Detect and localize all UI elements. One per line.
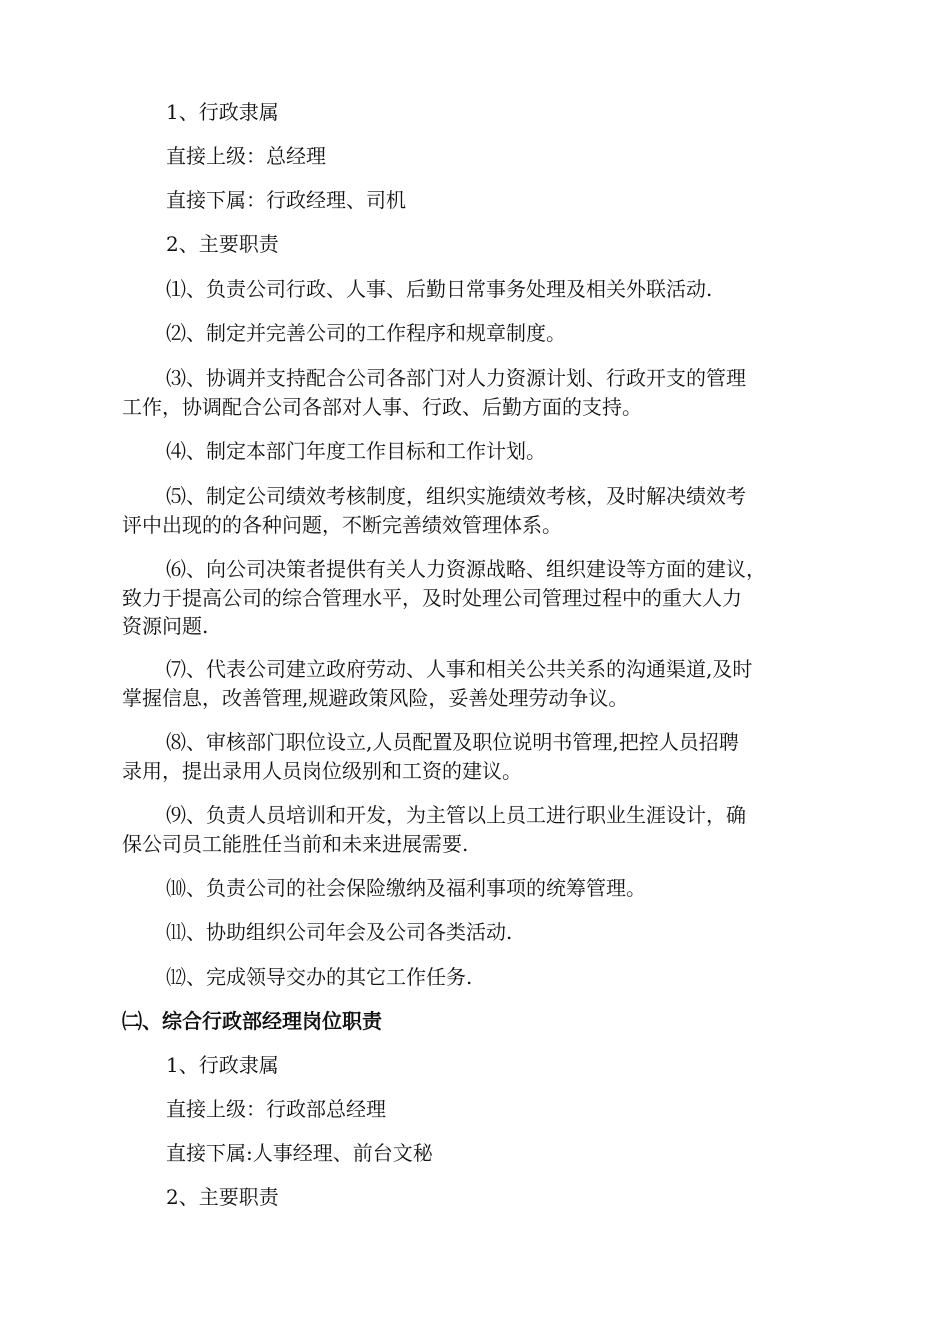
duty-item-7: ⑺、代表公司建立政府劳动、人事和相关公共关系的沟通渠道,及时 [166, 657, 753, 681]
affiliation-title-2: 1、行政隶属 [166, 1053, 279, 1077]
direct-superior-2: 直接上级：行政部总经理 [166, 1097, 386, 1121]
duty-item-8-cont: 录用，提出录用人员岗位级别和工资的建议。 [122, 759, 522, 783]
duty-item-2: ⑵、制定并完善公司的工作程序和规章制度。 [166, 321, 566, 345]
duty-item-7-cont: 掌握信息，改善管理,规避政策风险，妥善处理劳动争议。 [122, 686, 629, 710]
direct-subordinate: 直接下属：行政经理、司机 [166, 188, 406, 212]
duty-item-6: ⑹、向公司决策者提供有关人力资源战略、组织建设等方面的建议， [166, 557, 766, 581]
duty-item-4: ⑷、制定本部门年度工作目标和工作计划。 [166, 439, 546, 463]
duty-item-11: ⑾、协助组织公司年会及公司各类活动. [166, 920, 513, 944]
duty-item-6-cont-1: 致力于提高公司的综合管理水平，及时处理公司管理过程中的重大人力 [122, 586, 742, 610]
duties-title: 2、主要职责 [166, 232, 279, 256]
section-heading: ㈡、综合行政部经理岗位职责 [122, 1009, 382, 1033]
duty-item-9-cont: 保公司员工能胜任当前和未来进展需要. [122, 832, 469, 856]
duties-title-2: 2、主要职责 [166, 1185, 279, 1209]
duty-item-12: ⑿、完成领导交办的其它工作任务. [166, 965, 473, 989]
duty-item-3: ⑶、协调并支持配合公司各部门对人力资源计划、行政开支的管理 [166, 366, 746, 390]
duty-item-10: ⑽、负责公司的社会保险缴纳及福利事项的统筹管理。 [166, 876, 646, 900]
duty-item-1: ⑴、负责公司行政、人事、后勤日常事务处理及相关外联活动. [166, 277, 713, 301]
duty-item-5-cont: 评中出现的的各种问题，不断完善绩效管理体系。 [122, 513, 562, 537]
duty-item-8: ⑻、审核部门职位设立,人员配置及职位说明书管理,把控人员招聘 [166, 730, 739, 754]
direct-superior: 直接上级：总经理 [166, 144, 326, 168]
duty-item-6-cont-2: 资源问题. [122, 614, 209, 638]
affiliation-title: 1、行政隶属 [166, 100, 279, 124]
duty-item-9: ⑼、负责人员培训和开发，为主管以上员工进行职业生涯设计，确 [166, 803, 746, 827]
duty-item-3-cont: 工作，协调配合公司各部对人事、行政、后勤方面的支持。 [122, 395, 642, 419]
direct-subordinate-2: 直接下属:人事经理、前台文秘 [166, 1141, 433, 1165]
duty-item-5: ⑸、制定公司绩效考核制度，组织实施绩效考核，及时解决绩效考 [166, 484, 746, 508]
